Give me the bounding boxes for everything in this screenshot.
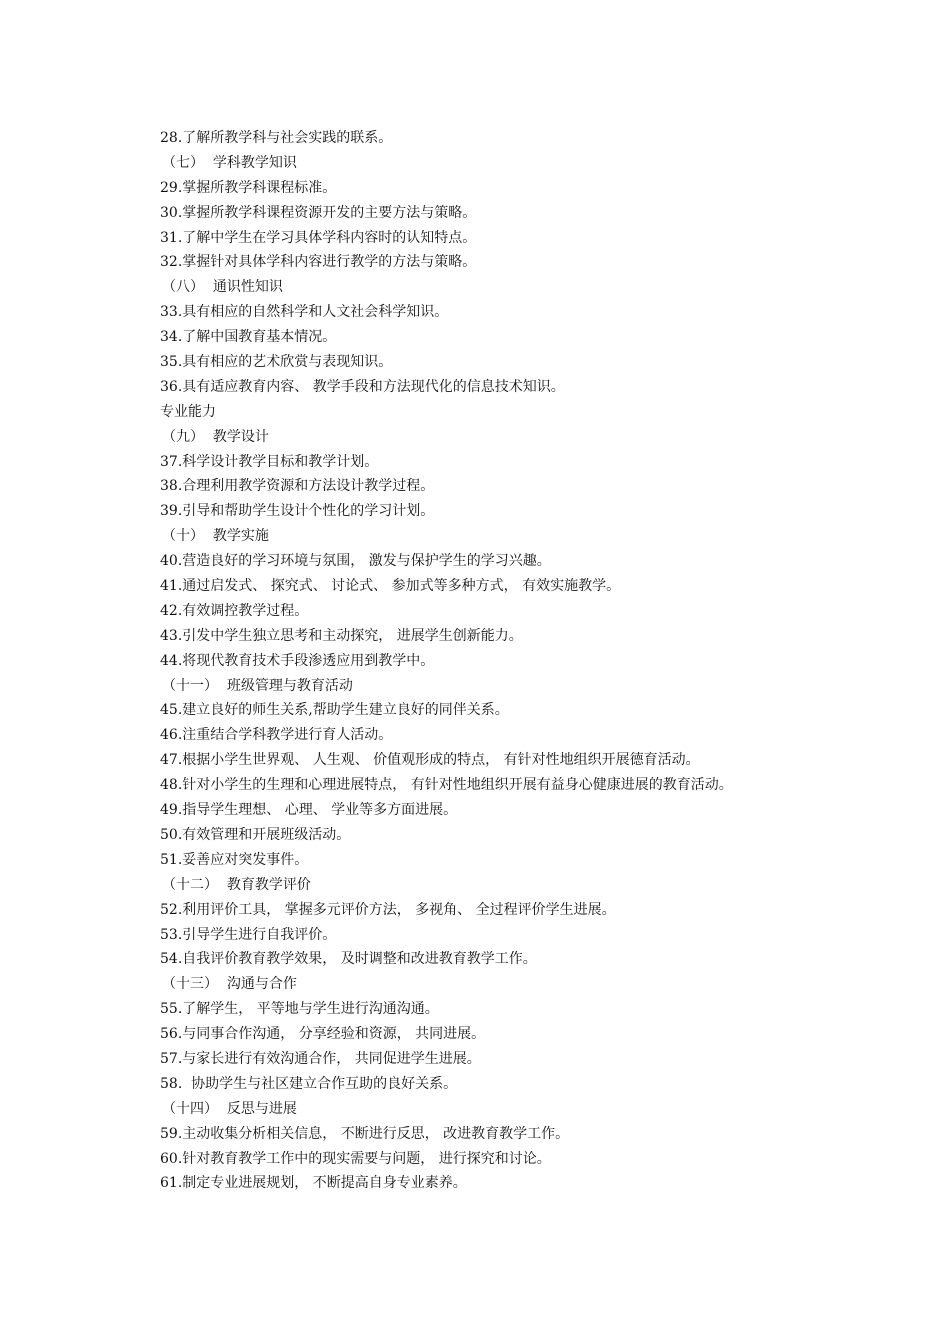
list-item: 43.引发中学生独立思考和主动探究， 进展学生创新能力。 xyxy=(160,627,523,644)
list-item: 49.指导学生理想、 心理、 学业等多方面进展。 xyxy=(160,802,458,819)
section-title: （十） 教学实施 xyxy=(162,528,269,545)
section-heading: 专业能力 xyxy=(160,403,216,420)
list-item: 52.利用评价工具， 掌握多元评价方法， 多视角、 全过程评价学生进展。 xyxy=(160,901,616,918)
list-item: 34.了解中国教育基本情况。 xyxy=(160,329,337,346)
list-item: 54.自我评价教育教学效果， 及时调整和改进教育教学工作。 xyxy=(160,951,537,968)
list-item: 36.具有适应教育内容、 教学手段和方法现代化的信息技术知识。 xyxy=(160,378,565,395)
list-item: 31.了解中学生在学习具体学科内容时的认知特点。 xyxy=(160,229,477,246)
section-title: （十四） 反思与进展 xyxy=(162,1100,297,1117)
list-item: 38.合理利用教学资源和方法设计教学过程。 xyxy=(160,478,435,495)
section-title: （七） 学科教学知识 xyxy=(162,154,297,171)
list-item: 58. 协助学生与社区建立合作互助的良好关系。 xyxy=(160,1075,458,1092)
section-title: （十二） 教育教学评价 xyxy=(162,876,311,893)
list-item: 60.针对教育教学工作中的现实需要与问题， 进行探究和讨论。 xyxy=(160,1150,551,1167)
list-item: 37.科学设计教学目标和教学计划。 xyxy=(160,453,379,470)
list-item: 59.主动收集分析相关信息， 不断进行反思， 改进教育教学工作。 xyxy=(160,1125,570,1142)
list-item: 30.掌握所教学科课程资源开发的主要方法与策略。 xyxy=(160,204,477,221)
section-title: （八） 通识性知识 xyxy=(162,279,283,296)
list-item: 29.掌握所教学科课程标准。 xyxy=(160,179,337,196)
list-item: 51.妥善应对突发事件。 xyxy=(160,851,309,868)
list-item: 39.引导和帮助学生设计个性化的学习计划。 xyxy=(160,503,435,520)
list-item: 57.与家长进行有效沟通合作， 共同促进学生进展。 xyxy=(160,1050,481,1067)
list-item: 56.与同事合作沟通， 分享经验和资源， 共同进展。 xyxy=(160,1026,486,1043)
list-item: 41.通过启发式、 探究式、 讨论式、 参加式等多种方式， 有效实施教学。 xyxy=(160,578,621,595)
document-body xyxy=(160,126,880,1196)
list-item: 44.将现代教育技术手段渗透应用到教学中。 xyxy=(160,652,435,669)
list-item: 50.有效管理和开展班级活动。 xyxy=(160,826,351,843)
list-item: 48.针对小学生的生理和心理进展特点， 有针对性地组织开展有益身心健康进展的教育活动。 xyxy=(160,777,733,794)
list-item: 47.根据小学生世界观、 人生观、 价值观形成的特点， 有针对性地组织开展德育活动。 xyxy=(160,752,700,769)
section-title: （十三） 沟通与合作 xyxy=(162,976,297,993)
list-item: 33.具有相应的自然科学和人文社会科学知识。 xyxy=(160,304,449,321)
list-item: 35.具有相应的艺术欣赏与表现知识。 xyxy=(160,354,393,371)
list-item: 45.建立良好的师生关系,帮助学生建立良好的同伴关系。 xyxy=(160,702,509,719)
list-item: 32.掌握针对具体学科内容进行教学的方法与策略。 xyxy=(160,254,477,271)
list-item: 40.营造良好的学习环境与氛围， 激发与保护学生的学习兴趣。 xyxy=(160,553,551,570)
list-item: 55.了解学生， 平等地与学生进行沟通沟通。 xyxy=(160,1001,439,1018)
list-item: 28.了解所教学科与社会实践的联系。 xyxy=(160,130,393,146)
section-title: （十一） 班级管理与教育活动 xyxy=(162,677,353,694)
list-item: 61.制定专业进展规划， 不断提高自身专业素养。 xyxy=(160,1175,467,1192)
section-title: （九） 教学设计 xyxy=(162,428,269,445)
list-item: 46.注重结合学科教学进行育人活动。 xyxy=(160,727,393,744)
list-item: 42.有效调控教学过程。 xyxy=(160,602,309,619)
list-item: 53.引导学生进行自我评价。 xyxy=(160,926,337,943)
